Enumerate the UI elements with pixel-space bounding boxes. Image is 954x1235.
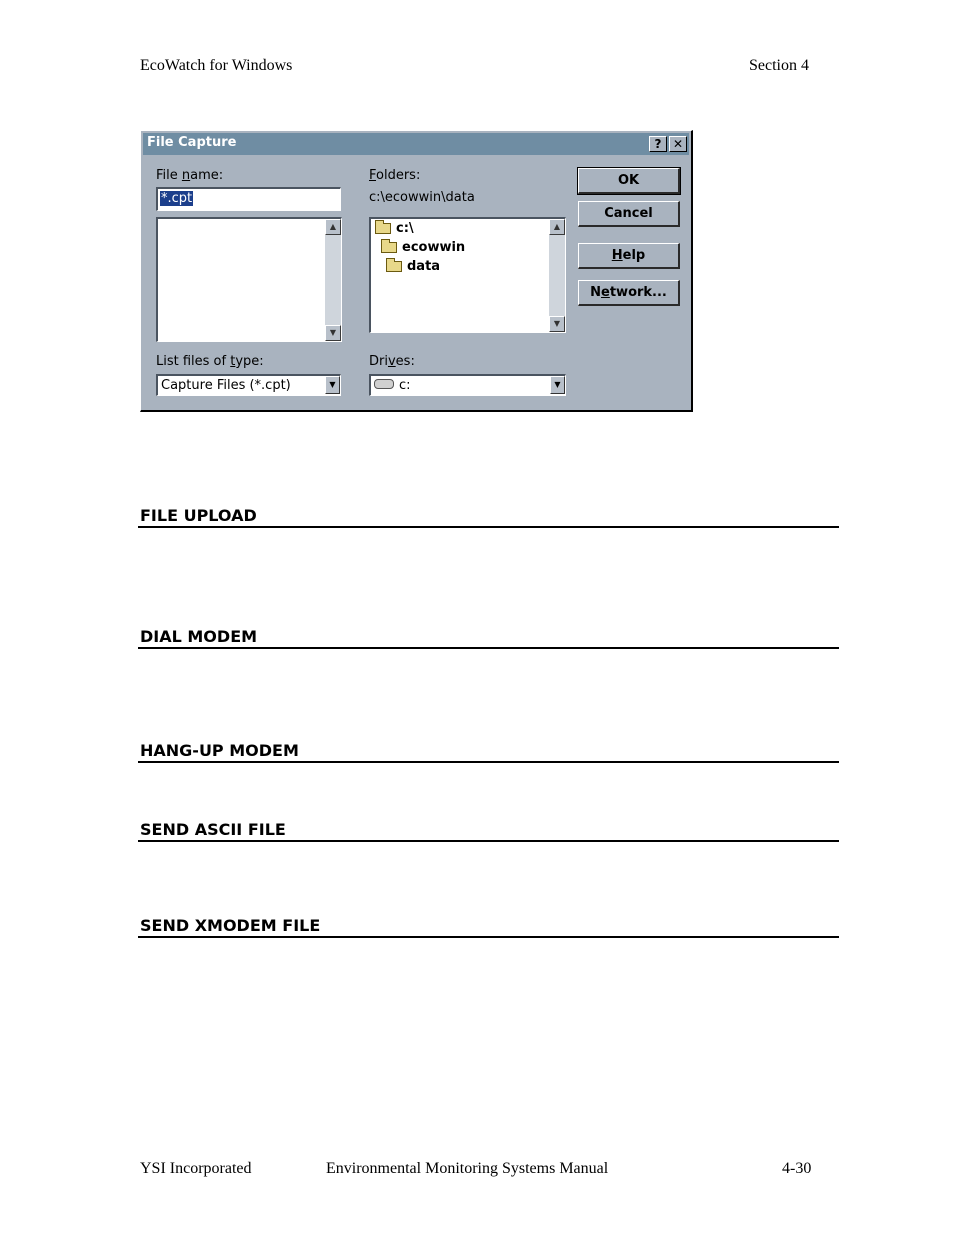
cancel-button[interactable]: Cancel <box>578 201 680 227</box>
folder-list-scrollbar[interactable] <box>549 219 565 332</box>
file-list-scrollbar[interactable] <box>325 219 341 341</box>
file-list[interactable] <box>156 217 342 342</box>
header-title: EcoWatch for Windows <box>140 57 293 74</box>
help-title-button[interactable]: ? <box>649 136 667 152</box>
current-path: c:\ecowwin\data <box>369 190 475 205</box>
scroll-down-arrow-icon[interactable]: ▼ <box>325 325 341 341</box>
dropdown-arrow-icon[interactable]: ▼ <box>325 376 340 394</box>
section-rule <box>138 761 839 763</box>
section-rule <box>138 840 839 842</box>
section-heading-hang-up-modem: HANG-UP MODEM <box>140 741 299 760</box>
section-heading-dial-modem: DIAL MODEM <box>140 627 258 646</box>
footer-page-number: 4-30 <box>782 1160 812 1177</box>
drive-value: c: <box>374 378 411 393</box>
section-heading-file-upload: FILE UPLOAD <box>140 506 257 525</box>
folder-item-ecowwin[interactable]: ecowwin <box>381 240 465 255</box>
file-type-value: Capture Files (*.cpt) <box>161 378 291 393</box>
section-heading-send-ascii-file: SEND ASCII FILE <box>140 820 286 839</box>
file-name-label: File name: <box>156 168 224 183</box>
footer-manual-title: Environmental Monitoring Systems Manual <box>326 1160 609 1177</box>
scroll-up-arrow-icon[interactable]: ▲ <box>325 219 341 235</box>
drives-label: Drives: <box>369 354 415 369</box>
ok-button[interactable]: OK <box>578 168 680 194</box>
file-type-select[interactable] <box>156 374 341 396</box>
scroll-down-arrow-icon[interactable]: ▼ <box>549 316 565 332</box>
file-capture-dialog <box>140 130 693 412</box>
folder-icon <box>386 261 402 272</box>
help-button[interactable]: Help <box>578 243 680 269</box>
folder-item-root[interactable]: c:\ <box>375 221 414 236</box>
section-heading-send-xmodem-file: SEND XMODEM FILE <box>140 916 321 935</box>
folder-icon <box>375 223 391 234</box>
network-button[interactable]: Network... <box>578 280 680 306</box>
file-name-input[interactable] <box>156 187 341 211</box>
list-type-label: List files of type: <box>156 354 264 369</box>
folder-list[interactable] <box>369 217 566 333</box>
dialog-titlebar <box>143 133 689 155</box>
drive-icon <box>374 379 394 389</box>
dropdown-arrow-icon[interactable]: ▼ <box>550 376 565 394</box>
section-rule <box>138 936 839 938</box>
folders-label: Folders: <box>369 168 421 183</box>
dialog-title: File Capture <box>147 135 237 150</box>
drive-select[interactable] <box>369 374 566 396</box>
footer-company: YSI Incorporated <box>140 1160 252 1177</box>
section-rule <box>138 526 839 528</box>
scroll-up-arrow-icon[interactable]: ▲ <box>549 219 565 235</box>
folder-icon <box>381 242 397 253</box>
close-title-button[interactable]: ✕ <box>669 136 687 152</box>
header-section: Section 4 <box>749 57 809 74</box>
folder-item-data[interactable]: data <box>386 259 440 274</box>
section-rule <box>138 647 839 649</box>
file-name-value: *.cpt <box>161 191 193 206</box>
